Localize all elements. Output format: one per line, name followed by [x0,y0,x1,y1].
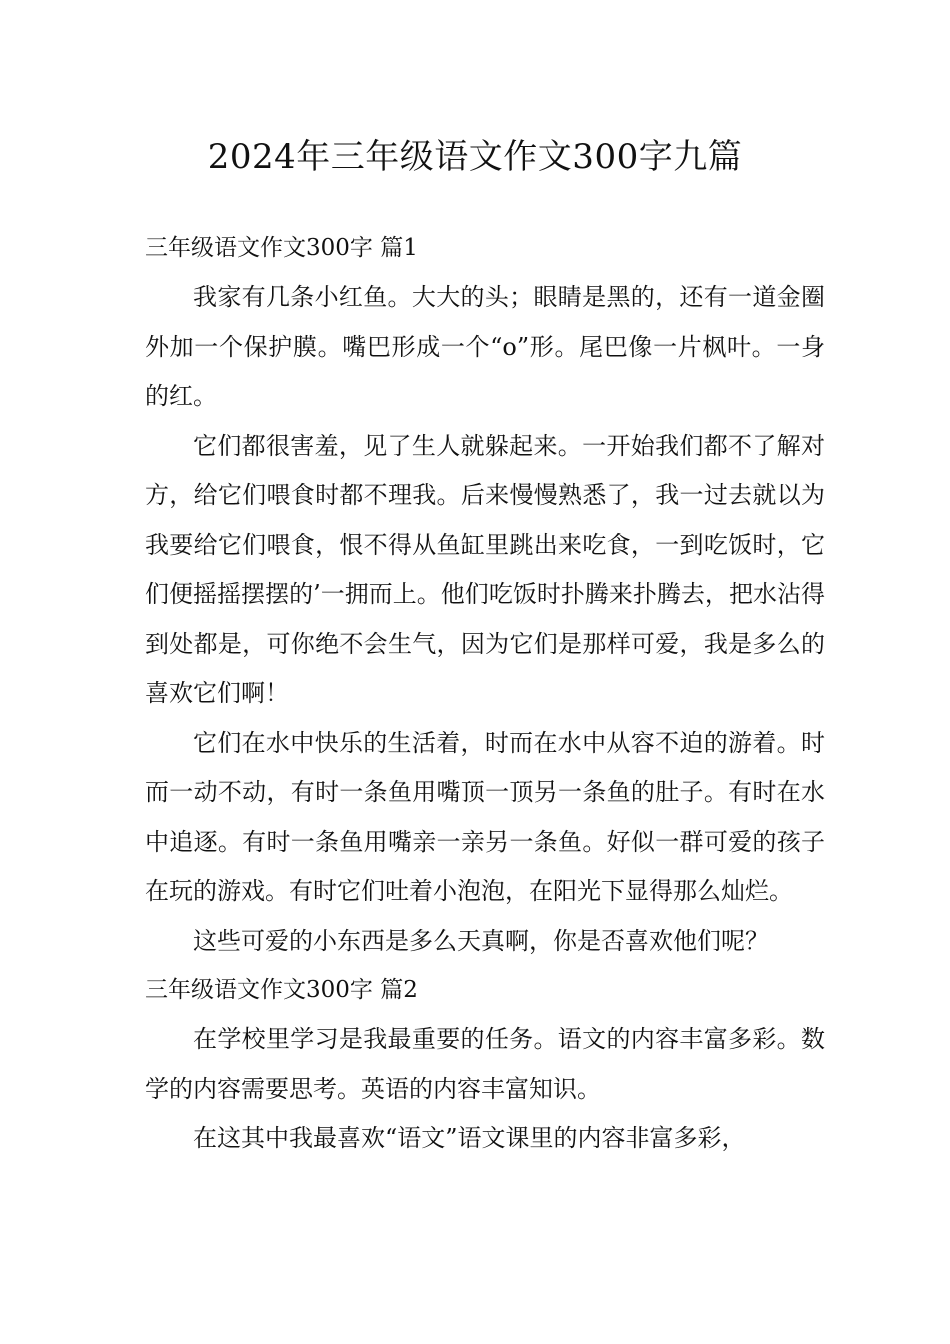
paragraph: 这些可爱的小东西是多么天真啊，你是否喜欢他们呢？ [193,926,769,955]
section-heading: 三年级语文作文300字 篇1 [145,235,418,261]
essay-section-1 [145,224,825,966]
paragraph: 我家有几条小红鱼。大大的头；眼睛是黑的，还有一道金圈外加一个保护膜。嘴巴形成一个“o”形。尾巴像一片枫叶。一身的红。 [145,283,825,410]
paragraph: 在学校里学习是我最重要的任务。语文的内容丰富多彩。数学的内容需要思考。英语的内容丰富知识。 [145,1025,825,1103]
section-heading: 三年级语文作文300字 篇2 [145,977,418,1003]
document-title: 2024年三年级语文作文300字九篇 [207,137,743,177]
paragraph: 它们在水中快乐的生活着，时而在水中从容不迫的游着。时而一动不动，有时一条鱼用嘴顶一顶另一条鱼的肚子。有时在水中追逐。有时一条鱼用嘴亲一亲另一条鱼。好似一群可爱的孩子在玩的游戏。有时它们吐着小泡泡，在阳光下显得那么灿烂。 [145,728,825,905]
document-body [145,224,825,1164]
paragraph: 在这其中我最喜欢“语文”语文课里的内容非富多彩， [193,1124,746,1152]
essay-section-2 [145,966,825,1164]
paragraph: 它们都很害羞，见了生人就躲起来。一开始我们都不了解对方，给它们喂食时都不理我。后来慢慢熟悉了，我一过去就以为我要给它们喂食，恨不得从鱼缸里跳出来吃食，一到吃饭时，它们便摇摇摆摆的’一拥而上。他们吃饭时扑腾来扑腾去，把水沾得到处都是，可你绝不会生气，因为它们是那样可爱，我是多么的喜欢它们啊！ [145,431,825,707]
